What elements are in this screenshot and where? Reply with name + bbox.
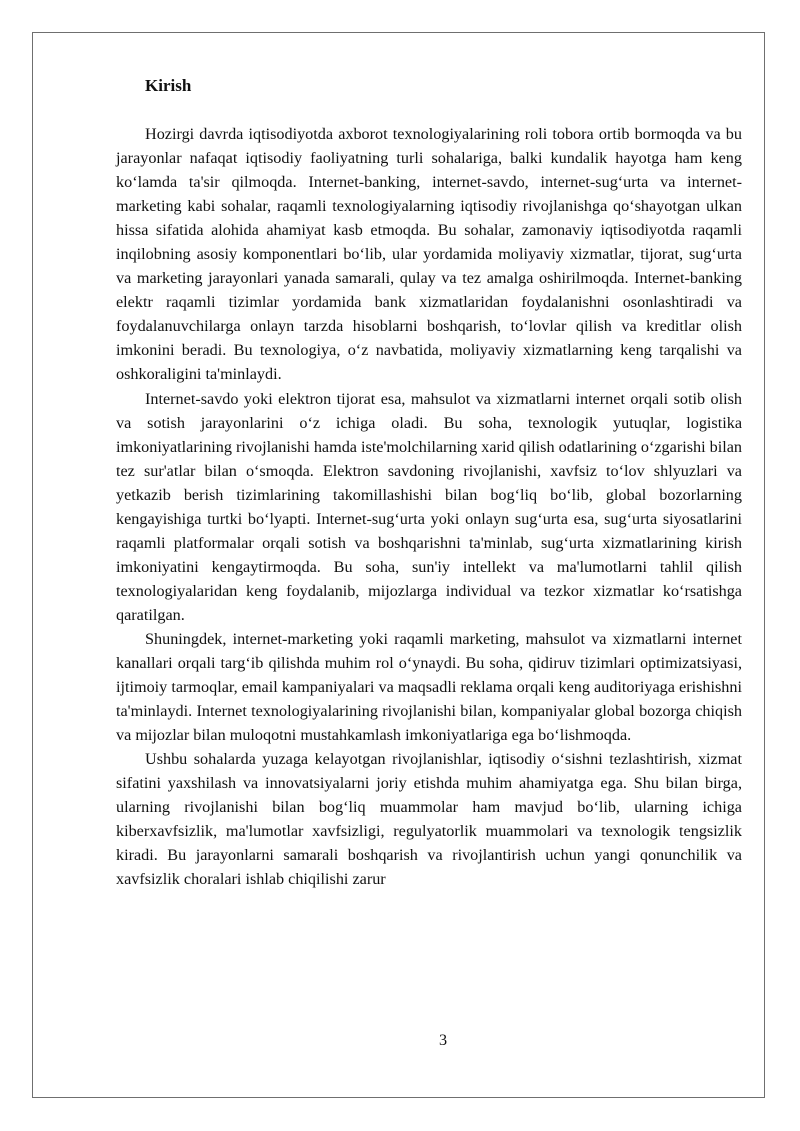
heading-spacer	[116, 98, 742, 122]
page-number: 3	[438, 1031, 448, 1049]
paragraph-internet-savdo: Internet-savdo yoki elektron tijorat esa, mahsulot va xizmatlarni internet orqali sotib olish va sotish jarayonlarini o‘z ichiga oladi. Bu soha, texnologik yutuqlar, logistika imkoniyatlarining rivojlanishi hamda iste'molchilarning xarid qilish odatlarining o‘zgarishi bilan tez sur'atlar bilan o‘smoqda. Elektron savdoning rivojlanishi, xavfsiz to‘lov shlyuzlari va yetkazib berish tizimlarining takomillashishi bilan bog‘liq bo‘lib, global bozorlarning kengayishiga turtki bo‘lyapti. Internet-sug‘urta yoki onlayn sug‘urta esa, sug‘urta siyosatlarini raqamli platformalar orqali sotish va boshqarishni ta'minlab, sug‘urta xizmatlarining kirish imkoniyatini kengaytirmoqda. Bu soha, sun'iy intellekt va ma'lumotlarni tahlil qilish texnologiyalaridan keng foydalanib, mijozlarga individual va tezkor xizmatlar ko‘rsatishga qaratilgan.	[116, 389, 743, 624]
paragraph-developments: Ushbu sohalarda yuzaga kelayotgan rivojlanishlar, iqtisodiy o‘sishni tezlashtirish, xizmat sifatini yaxshilash va innovatsiyalarni joriy etishda muhim ahamiyatga ega. Shu bilan birga, ularning rivojlanishi bilan bog‘liq muammolar ham mavjud bo‘lib, ularning ichiga kiberxavfsizlik, ma'lumotlar xavfsizligi, regulyatorlik muammolari va texnologik tengsizlik kiradi. Bu jarayonlarni samarali boshqarish va rivojlantirish uchun yangi qonunchilik va xavfsizlik choralari ishlab chiqilishi zarur	[116, 750, 742, 889]
section-heading: Kirish	[145, 76, 192, 95]
document-body	[116, 74, 742, 892]
paragraph-internet-marketing: Shuningdek, internet-marketing yoki raqamli marketing, mahsulot va xizmatlarni internet kanallari orqali targ‘ib qilishda muhim rol o‘ynaydi. Bu soha, qidiruv tizimlari optimizatsiyasi, ijtimoiy tarmoqlar, email kampaniyalari va maqsadli reklama orqali keng auditoriyaga erishishni ta'minlaydi. Internet texnologiyalarining rivojlanishi bilan, kompaniyalar global bozorga chiqish va mijozlar bilan muloqotni mustahkamlash imkoniyatlariga ega bo‘lishmoqda.	[116, 629, 742, 745]
paragraph-intro: Hozirgi davrda iqtisodiyotda axborot texnologiyalarining roli tobora ortib bormoqda va bu jarayonlar nafaqat iqtisodiy faoliyatning turli sohalariga, balki kundalik hayotga ham keng ko‘lamda ta'sir qilmoqda. Internet-banking, internet-savdo, internet-sug‘urta va internet-marketing kabi sohalar, raqamli texnologiyalarning iqtisodiy rivojlanishga qo‘shayotgan ulkan hissa sifatida alohida ahamiyat kasb etmoqda. Bu sohalar, zamonaviy iqtisodiyotda raqamli inqilobning asosiy komponentlari bo‘lib, ular yordamida moliyaviy xizmatlar, tijorat, sug‘urta va marketing jarayonlari yanada samarali, qulay va tez amalga oshirilmoqda. Internet-banking elektr raqamli tizimlar yordamida bank xizmatlaridan foydalanishni osonlashtiradi va foydalanuvchilarga onlayn tarzda hisoblarni boshqarish, to‘lovlar qilish va kreditlar olish imkonini beradi. Bu texnologiya, o‘z navbatida, moliyaviy xizmatlarning keng tarqalishi va oshkoraligini ta'minlaydi.	[116, 125, 742, 384]
